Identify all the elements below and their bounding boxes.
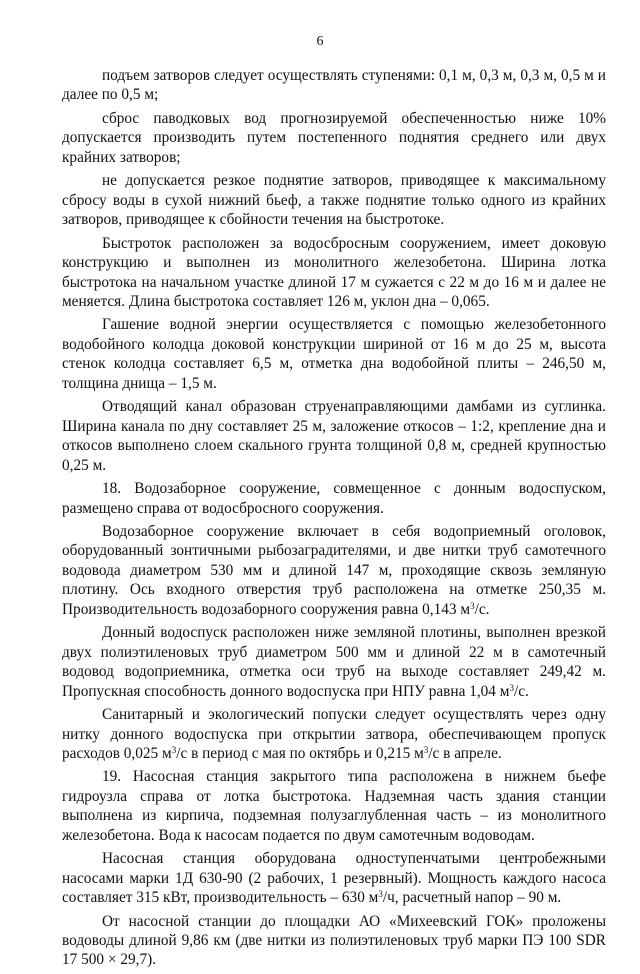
page-number: 6 — [316, 34, 324, 49]
paragraph-section-19: 19. Насосная станция закрытого типа расположена в нижнем бьефе гидроузла справа от лотка быстротока. Надземная часть здания станции выполнена из кирпича, подземная полузаглубленная часть – из монолитного железобетона. Вода к насосам подается по двум самотечным водоводам. — [62, 768, 606, 844]
paragraph-sanitary-release: Санитарный и экологический попуски следует осуществлять через одну нитку донного водоспуска при открытии затвора, обеспечивающем пропуск расходов 0,025 $м^3/с$ в период с мая по октябрь и 0,215 $м^3/с$ в апреле. — [62, 706, 606, 762]
paragraph-intake-structure: Водозаборное сооружение включает в себя водоприемный оголовок, оборудованный зонтичными рыбозаградителями, и две нитки труб самотечного водовода диаметром 530 мм и длиной 147 м, проходящие сквозь земляную плотину. Ось входного отверстия труб расположена на отметке 250,35 м. Производительность водозаборного сооружения равна 0,143 $м^3/с$. — [62, 522, 606, 618]
paragraph-outlet-channel: Отводящий канал образован струенаправляющими дамбами из суглинка. Ширина канала по дну составляет 25 м, заложение откосов – 1:2, крепление дна и откосов выполнено слоем скального грунта толщиной 0,8 м, средней крупностью 0,25 м. — [62, 398, 606, 474]
paragraph-chute: Быстроток расположен за водосбросным сооружением, имеет доковую конструкцию и выполнен из монолитного железобетона. Ширина лотка быстротока на начальном участке длиной 17 м сужается с 22 м до 16 м и далее не меняется. Длина быстротока составляет 126 м, уклон дна – 0,065. — [62, 234, 606, 310]
paragraph-bottom-outlet: Донный водоспуск расположен ниже земляной плотины, выполнен врезкой двух полиэтиленовых труб диаметром 500 мм и длиной 22 м в самотечный водовод водоприемника, отметка оси труб на выходе составляет 249,42 м. Пропускная способность донного водоспуска при НПУ равна 1,04 $м^3/с$. — [62, 624, 606, 700]
paragraph-sharp-raising-prohibited: не допускается резкое поднятие затворов, приводящее к максимальному сбросу воды в сухой нижний бьеф, а также поднятие только одного из крайних затворов, приводящее к сбойности течения на быстротоке. — [62, 172, 606, 229]
paragraph-water-conduits: От насосной станции до площадки АО «Михеевский ГОК» проложены водоводы длиной 9,86 км (две нитки из полиэтиленовых труб марки ПЭ 100 SDR 17 500 × 29,7). — [62, 912, 606, 969]
document-body — [62, 66, 606, 974]
paragraph-section-18: 18. Водозаборное сооружение, совмещенное с донным водоспуском, размещено справа от водосбросного сооружения. — [62, 480, 606, 517]
paragraph-gate-raising-steps: подъем затворов следует осуществлять ступенями: 0,1 м, 0,3 м, 0,3 м, 0,5 м и далее по 0,5 м; — [62, 67, 606, 104]
paragraph-pumping-equipment: Насосная станция оборудована одноступенчатыми центробежными насосами марки 1Д 630-90 (2 рабочих, 1 резервный). Мощность каждого насоса составляет 315 кВт, производительность – 630 $м^3/ч$, расчетный напор – 90 м. — [62, 850, 606, 907]
paragraph-flood-discharge: сброс паводковых вод прогнозируемой обеспеченностью ниже 10% допускается производить путем постепенного поднятия среднего или двух крайних затворов; — [62, 109, 606, 166]
paragraph-energy-dissipation: Гашение водной энергии осуществляется с помощью железобетонного водобойного колодца доковой конструкции шириной от 16 м до 25 м, высота стенок колодца составляет 6,5 м, отметка дна водобойной плиты – 246,50 м, толщина днища – 1,5 м. — [62, 316, 606, 392]
